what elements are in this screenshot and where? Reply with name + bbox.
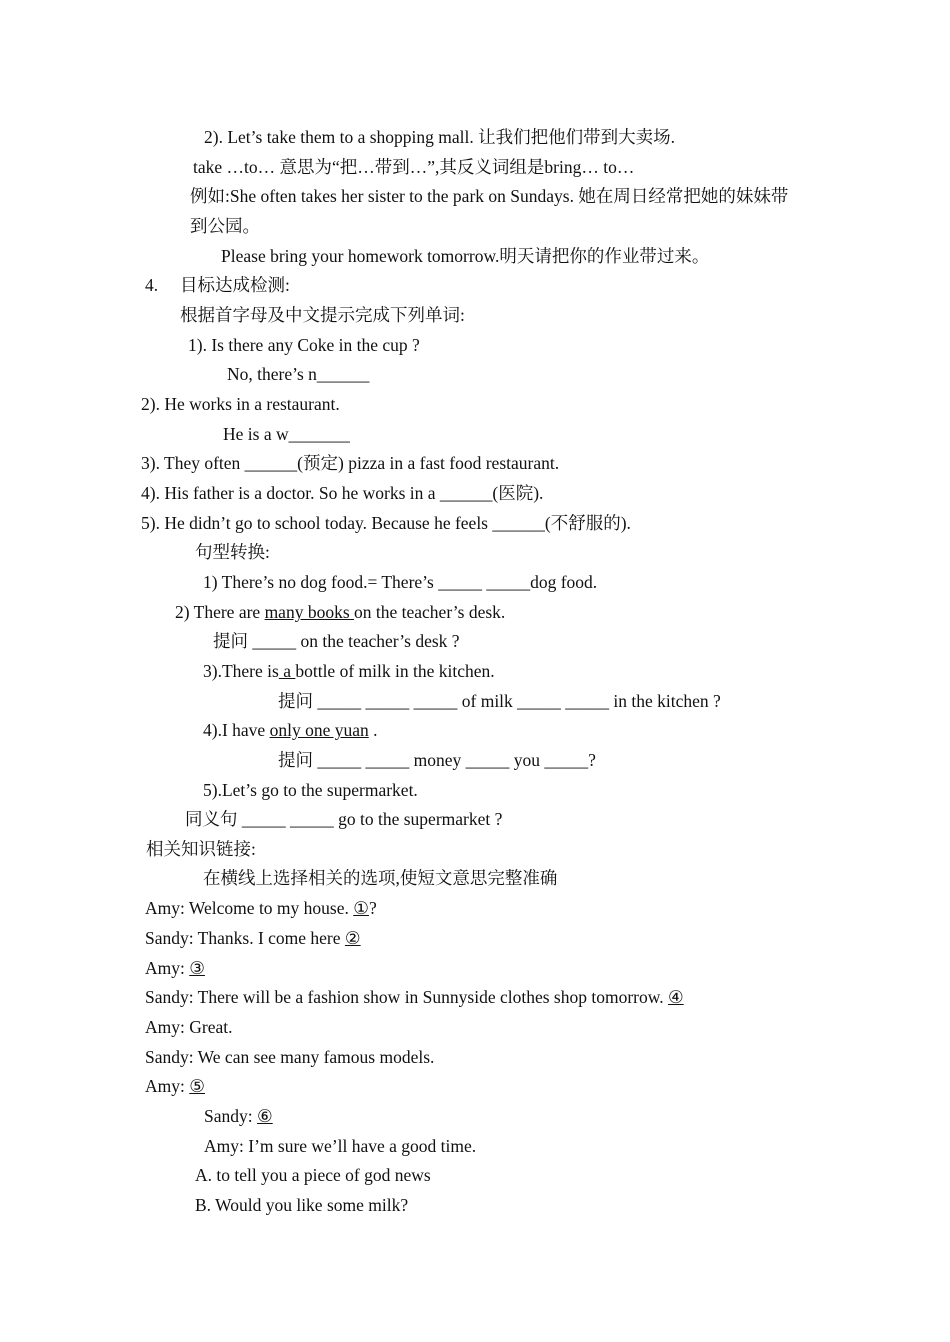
question-2b: He is a w_______: [223, 424, 350, 444]
question-1a: 1). Is there any Coke in the cup ?: [188, 335, 420, 355]
dialogue-end: ?: [368, 898, 377, 918]
question-2a: 2). He works in a restaurant.: [141, 394, 340, 414]
blank-marker-5: ⑤: [189, 1076, 205, 1096]
dialogue-line-7: [145, 1075, 205, 1097]
blank-marker-3: ③: [189, 958, 205, 978]
dialogue-text: Amy: Welcome to my house.: [145, 898, 354, 918]
dialogue-text: Amy:: [145, 1076, 190, 1096]
blank-marker-2: ②: [344, 928, 361, 948]
transform-4-question: 提问 _____ _____ money _____ you _____?: [278, 750, 596, 770]
dialogue-text: Sandy: There will be a fashion show in Sunnyside clothes shop tomorrow.: [145, 987, 668, 1007]
transform-4-underlined: only one yuan: [269, 720, 369, 740]
transform-3-pre: 3).There is: [203, 661, 279, 681]
transform-5: 5).Let’s go to the supermarket.: [203, 780, 418, 800]
transform-2-post: on the teacher’s desk.: [354, 602, 506, 622]
section-title: 目标达成检测:: [180, 275, 290, 295]
dialogue-line-2: [145, 927, 361, 949]
transform-4-post: .: [368, 720, 378, 740]
note-line-1: 2). Let’s take them to a shopping mall. 让我们把他们带到大卖场.: [204, 127, 675, 147]
transform-2-underlined: many books: [264, 602, 355, 622]
dialogue-line-6: Sandy: We can see many famous models.: [145, 1047, 435, 1067]
dialogue-line-8: [204, 1105, 273, 1127]
dialogue-line-4: [145, 986, 684, 1008]
transform-3-underlined: a: [278, 661, 296, 681]
transform-3: [203, 660, 495, 682]
related-title: 相关知识链接:: [146, 839, 256, 859]
question-3: 3). They often ______(预定) pizza in a fast food restaurant.: [141, 453, 560, 473]
dialogue-line-9: Amy: I’m sure we’ll have a good time.: [204, 1136, 477, 1156]
dialogue-text: Sandy: Thanks. I come here: [145, 928, 345, 948]
dialogue-text: Sandy:: [204, 1106, 257, 1126]
dialogue-line-5: Amy: Great.: [145, 1017, 233, 1037]
transform-3-question: 提问 _____ _____ _____ of milk _____ _____ in the kitchen ?: [278, 691, 721, 711]
blank-marker-4: ④: [668, 987, 684, 1007]
blank-marker-6: ⑥: [257, 1106, 273, 1126]
note-line-3: 例如:She often takes her sister to the park on Sundays. 她在周日经常把她的妹妹带: [190, 186, 789, 206]
dialogue-line-3: [145, 957, 205, 979]
transform-3-post: bottle of milk in the kitchen.: [295, 661, 495, 681]
note-line-2: take …to… 意思为“把…带到…”,其反义词组是bring… to…: [193, 157, 635, 177]
option-a: A. to tell you a piece of god news: [195, 1165, 431, 1185]
transform-1: 1) There’s no dog food.= There’s _____ _____dog food.: [203, 572, 598, 592]
blank-marker-1: ①: [353, 898, 369, 918]
section-instruction: 根据首字母及中文提示完成下列单词:: [180, 305, 465, 325]
transform-5-question: 同义句 _____ _____ go to the supermarket ?: [185, 809, 503, 829]
dialogue-line-1: [145, 897, 377, 919]
transform-2: [175, 601, 505, 623]
section-number: 4.: [145, 275, 159, 295]
note-line-5: Please bring your homework tomorrow.明天请把你的作业带过来。: [221, 246, 710, 266]
related-instruction: 在横线上选择相关的选项,使短文意思完整准确: [203, 868, 558, 888]
note-line-4: 到公园。: [190, 216, 260, 236]
transform-2-question: 提问 _____ on the teacher’s desk ?: [213, 631, 460, 651]
question-5: 5). He didn’t go to school today. Because he feels ______(不舒服的).: [141, 513, 631, 533]
transform-title: 句型转换:: [195, 542, 270, 562]
question-1b: No, there’s n______: [227, 364, 370, 384]
transform-4: [203, 719, 377, 741]
transform-4-pre: 4).I have: [203, 720, 270, 740]
question-4: 4). His father is a doctor. So he works in a ______(医院).: [141, 483, 544, 503]
transform-2-pre: 2) There are: [175, 602, 265, 622]
option-b: B. Would you like some milk?: [195, 1195, 409, 1215]
dialogue-text: Amy:: [145, 958, 190, 978]
